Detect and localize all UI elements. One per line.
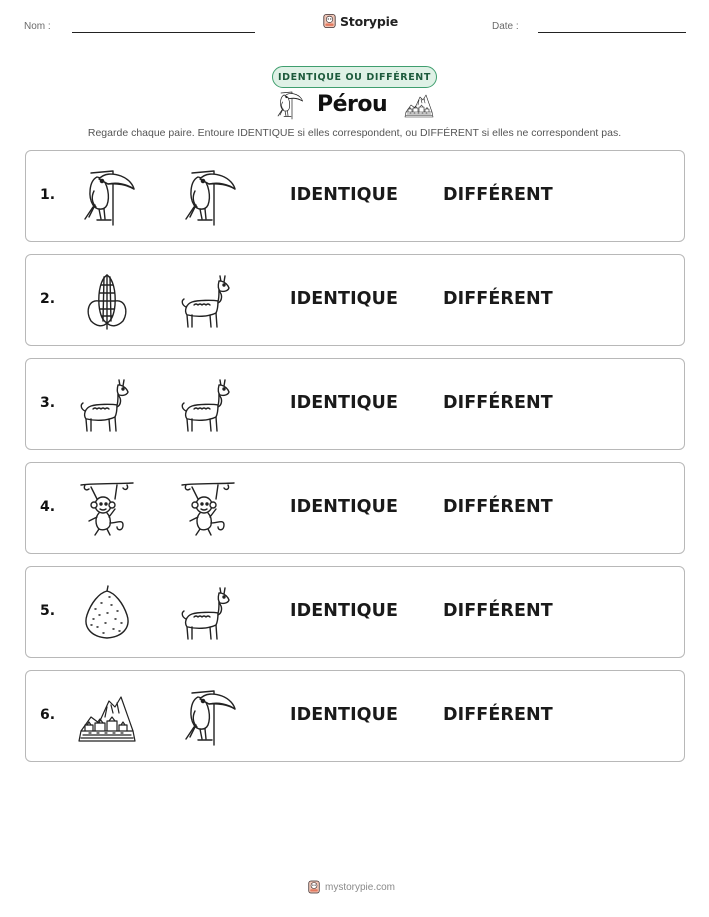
corn-icon [77, 271, 137, 331]
exercise-row-3 [25, 358, 685, 450]
footer-url[interactable]: mystorypie.com [325, 881, 396, 893]
exercise-row-5 [25, 566, 685, 658]
exercise-row-4 [25, 462, 685, 554]
storypie-logo-icon [323, 13, 336, 29]
activity-badge: IDENTIQUE OU DIFFÉRENT [272, 66, 437, 88]
llama-icon [178, 271, 238, 331]
exercise-row-1 [25, 150, 685, 242]
option-different[interactable]: DIFFÉRENT [443, 289, 553, 309]
option-different[interactable]: DIFFÉRENT [443, 497, 553, 517]
option-different[interactable]: DIFFÉRENT [443, 705, 553, 725]
option-identique[interactable]: IDENTIQUE [290, 393, 399, 413]
option-different[interactable]: DIFFÉRENT [443, 185, 553, 205]
row-number: 6. [40, 707, 56, 723]
lucuma-fruit-icon [77, 583, 137, 643]
storypie-logo-icon [308, 880, 320, 894]
option-identique[interactable]: IDENTIQUE [290, 185, 399, 205]
date-label: Date : [492, 21, 519, 32]
toucan-icon [77, 167, 137, 227]
option-different[interactable]: DIFFÉRENT [443, 601, 553, 621]
row-number: 3. [40, 395, 56, 411]
machu-picchu-icon [77, 687, 137, 747]
llama-icon [178, 375, 238, 435]
exercise-row-2 [25, 254, 685, 346]
row-number: 1. [40, 187, 56, 203]
date-field-line[interactable] [538, 32, 686, 33]
footer [308, 880, 395, 894]
name-label: Nom : [24, 21, 51, 32]
brand [323, 13, 398, 29]
instructions: Regarde chaque paire. Entoure IDENTIQUE si elles correspondent, ou DIFFÉRENT si elles ne correspondent pas. [87, 127, 622, 139]
toucan-icon [274, 90, 304, 120]
row-number: 2. [40, 291, 56, 307]
machu-picchu-icon [403, 90, 435, 120]
row-number: 5. [40, 603, 56, 619]
monkey-icon [77, 479, 137, 539]
toucan-icon [178, 687, 238, 747]
brand-name: Storypie [340, 13, 398, 29]
name-field-line[interactable] [72, 32, 255, 33]
llama-icon [77, 375, 137, 435]
monkey-icon [178, 479, 238, 539]
row-number: 4. [40, 499, 56, 515]
llama-icon [178, 583, 238, 643]
toucan-icon [178, 167, 238, 227]
option-identique[interactable]: IDENTIQUE [290, 601, 399, 621]
option-identique[interactable]: IDENTIQUE [290, 705, 399, 725]
option-different[interactable]: DIFFÉRENT [443, 393, 553, 413]
option-identique[interactable]: IDENTIQUE [290, 289, 399, 309]
exercise-row-6 [25, 670, 685, 762]
option-identique[interactable]: IDENTIQUE [290, 497, 399, 517]
page-title: Pérou [317, 92, 388, 117]
